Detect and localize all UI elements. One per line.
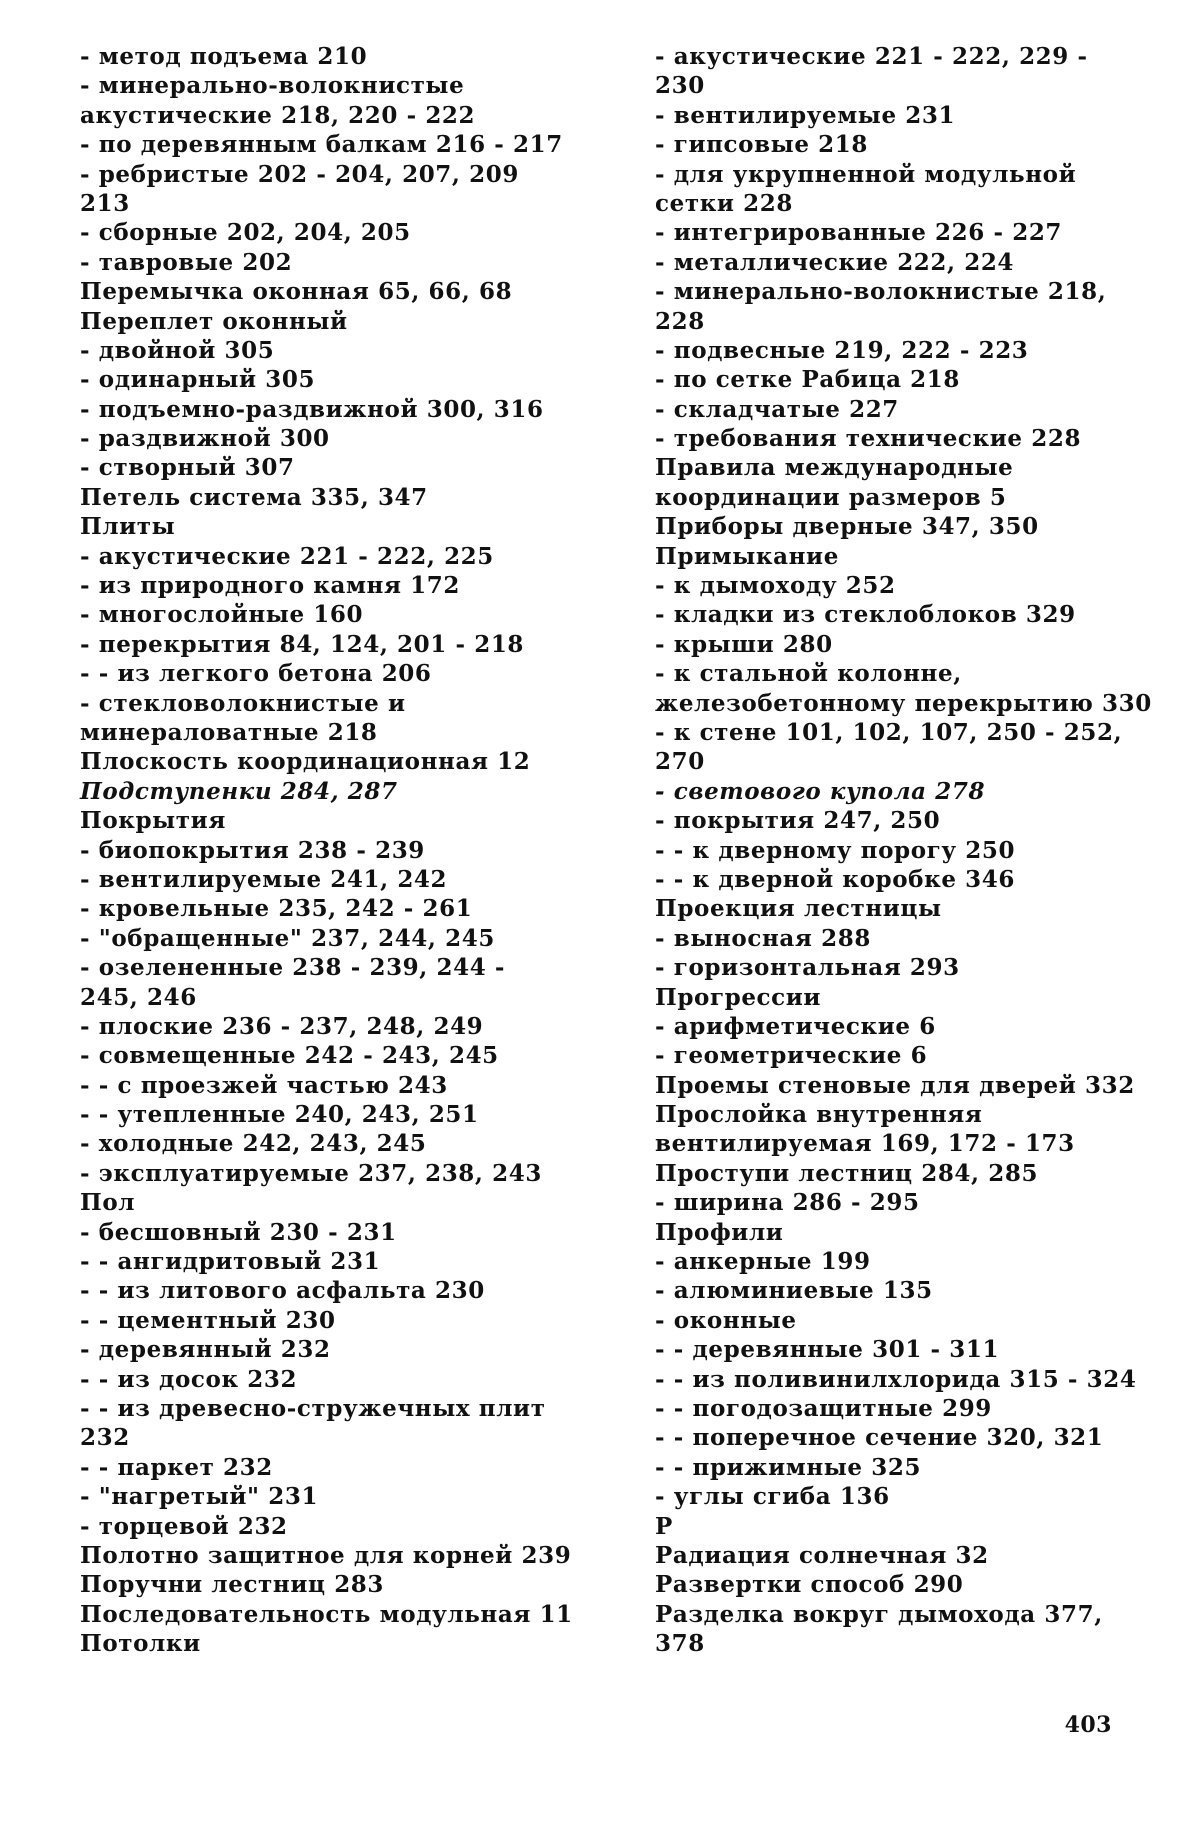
index-entry: - одинарный 305: [80, 366, 316, 394]
index-entry: - перекрытия 84, 124, 201 - 218: [80, 630, 525, 658]
index-entry: Правила международные: [655, 454, 1014, 482]
index-entry: - оконные: [655, 1306, 797, 1334]
index-entry: 378: [655, 1630, 705, 1658]
index-entry: железобетонному перекрытию 330: [655, 689, 1152, 717]
index-entry: - вентилируемые 241, 242: [80, 865, 448, 893]
index-entry: - арифметические 6: [655, 1012, 936, 1040]
index-entry: - геометрические 6: [655, 1042, 928, 1070]
index-entry: Подступенки 284, 287: [80, 777, 398, 805]
index-entry: 232: [80, 1424, 130, 1452]
index-entry: - анкерные 199: [655, 1248, 871, 1276]
index-entry: - биопокрытия 238 - 239: [80, 836, 425, 864]
index-entry: - вентилируемые 231: [655, 101, 956, 129]
index-entry: - - погодозащитные 299: [655, 1394, 992, 1422]
index-entry: - подвесные 219, 222 - 223: [655, 336, 1029, 364]
index-entry: - - утепленные 240, 243, 251: [80, 1101, 479, 1129]
index-entry: - к стальной колонне,: [655, 660, 962, 688]
index-entry: - - из древесно-стружечных плит: [80, 1394, 546, 1422]
index-entry: - торцевой 232: [80, 1512, 288, 1540]
index-entry: акустические 218, 220 - 222: [80, 101, 476, 129]
page-number: 403: [1064, 1712, 1112, 1738]
index-entry: Петель система 335, 347: [80, 483, 428, 511]
index-entry: Радиация солнечная 32: [655, 1541, 989, 1569]
index-entry: - алюминиевые 135: [655, 1277, 933, 1305]
index-entry: - - к дверной коробке 346: [655, 865, 1015, 893]
index-entry: - - из досок 232: [80, 1365, 298, 1393]
index-entry: координации размеров 5: [655, 483, 1007, 511]
index-entry: - минерально-волокнистые 218,: [655, 278, 1107, 306]
index-entry: - крыши 280: [655, 630, 833, 658]
index-entry: - - из литового асфальта 230: [80, 1277, 485, 1305]
index-entry: - складчатые 227: [655, 395, 899, 423]
index-entry: Прогрессии: [655, 983, 822, 1011]
index-entry: сетки 228: [655, 189, 793, 217]
index-entry: - покрытия 247, 250: [655, 807, 941, 835]
index-entry: - по сетке Рабица 218: [655, 366, 960, 394]
index-entry: - тавровые 202: [80, 248, 293, 276]
index-entry: - озелененные 238 - 239, 244 -: [80, 954, 506, 982]
index-entry: - по деревянным балкам 216 - 217: [80, 131, 563, 159]
index-entry: - акустические 221 - 222, 225: [80, 542, 494, 570]
index-entry: Поручни лестниц 283: [80, 1571, 385, 1599]
index-entry: - кровельные 235, 242 - 261: [80, 895, 473, 923]
index-entry: - металлические 222, 224: [655, 248, 1015, 276]
index-entry: - - из поливинилхлорида 315 - 324: [655, 1365, 1137, 1393]
index-entry: - метод подъема 210: [80, 43, 368, 70]
index-entry: - требования технические 228: [655, 425, 1082, 453]
index-entry: - раздвижной 300: [80, 425, 330, 453]
index-entry: - эксплуатируемые 237, 238, 243: [80, 1159, 542, 1187]
index-entry: - бесшовный 230 - 231: [80, 1218, 397, 1246]
index-entry: - углы сгиба 136: [655, 1483, 890, 1511]
index-entry: - минерально-волокнистые: [80, 72, 465, 100]
index-entry: 213: [80, 189, 130, 217]
index-column-right: [655, 42, 1152, 1658]
index-entry: - - ангидритовый 231: [80, 1248, 381, 1276]
index-entry: Проемы стеновые для дверей 332: [655, 1071, 1135, 1099]
index-entry: Потолки: [80, 1630, 201, 1658]
index-entry: Примыкание: [655, 542, 839, 570]
index-entry: - гипсовые 218: [655, 131, 868, 159]
index-entry: - ребристые 202 - 204, 207, 209: [80, 160, 519, 188]
index-entry: - для укрупненной модульной: [655, 160, 1077, 188]
index-entry: - стекловолокнистые и: [80, 689, 406, 717]
index-entry: - сборные 202, 204, 205: [80, 219, 411, 247]
index-entry: Разделка вокруг дымохода 377,: [655, 1600, 1103, 1628]
index-entry: - кладки из стеклоблоков 329: [655, 601, 1076, 629]
index-entry: Пол: [80, 1189, 136, 1217]
index-entry: Профили: [655, 1218, 784, 1246]
index-entry: 228: [655, 307, 705, 335]
index-entry: - многослойные 160: [80, 601, 364, 629]
index-entry: - выносная 288: [655, 924, 871, 952]
index-entry: - из природного камня 172: [80, 572, 460, 600]
index-entry: Развертки способ 290: [655, 1571, 964, 1599]
index-entry: Приборы дверные 347, 350: [655, 513, 1039, 541]
index-entry: - горизонтальная 293: [655, 954, 960, 982]
index-entry: Р: [655, 1512, 673, 1540]
index-entry: вентилируемая 169, 172 - 173: [655, 1130, 1075, 1158]
index-entry: - акустические 221 - 222, 229 -: [655, 43, 1088, 70]
index-entry: Плоскость координационная 12: [80, 748, 531, 776]
index-entry: - ширина 286 - 295: [655, 1189, 920, 1217]
index-entry: Проступи лестниц 284, 285: [655, 1159, 1039, 1187]
index-entry: 230: [655, 72, 705, 100]
index-entry: - плоские 236 - 237, 248, 249: [80, 1012, 484, 1040]
index-entry: - - прижимные 325: [655, 1453, 922, 1481]
index-entry: - "обращенные" 237, 244, 245: [80, 924, 495, 952]
index-entry: - - деревянные 301 - 311: [655, 1336, 1000, 1364]
index-entry: - интегрированные 226 - 227: [655, 219, 1063, 247]
index-entry: - - из легкого бетона 206: [80, 660, 432, 688]
index-entry: Переплет оконный: [80, 307, 348, 335]
index-entry: - двойной 305: [80, 336, 275, 364]
index-column-left: [80, 42, 600, 1658]
index-entry: - - цементный 230: [80, 1306, 336, 1334]
index-entry: Полотно защитное для корней 239: [80, 1541, 572, 1569]
index-entry: Прослойка внутренняя: [655, 1101, 983, 1129]
index-entry: Последовательность модульная 11: [80, 1600, 573, 1628]
index-entry: - деревянный 232: [80, 1336, 331, 1364]
index-entry: - створный 307: [80, 454, 295, 482]
index-entry: Проекция лестницы: [655, 895, 942, 923]
index-entry: Перемычка оконная 65, 66, 68: [80, 278, 513, 306]
index-entry: - "нагретый" 231: [80, 1483, 319, 1511]
index-entry: Покрытия: [80, 807, 226, 835]
index-entry: - светового купола 278: [655, 777, 986, 805]
index-entry: - подъемно-раздвижной 300, 316: [80, 395, 544, 423]
index-entry: - - к дверному порогу 250: [655, 836, 1016, 864]
index-entry: - - поперечное сечение 320, 321: [655, 1424, 1104, 1452]
index-entry: - совмещенные 242 - 243, 245: [80, 1042, 499, 1070]
index-entry: Плиты: [80, 513, 176, 541]
index-entry: 270: [655, 748, 705, 776]
index-entry: - - с проезжей частью 243: [80, 1071, 448, 1099]
index-entry: - - паркет 232: [80, 1453, 273, 1481]
index-entry: - холодные 242, 243, 245: [80, 1130, 427, 1158]
index-entry: - к дымоходу 252: [655, 572, 896, 600]
index-entry: минераловатные 218: [80, 718, 378, 746]
index-entry: 245, 246: [80, 983, 197, 1011]
index-entry: - к стене 101, 102, 107, 250 - 252,: [655, 718, 1123, 746]
